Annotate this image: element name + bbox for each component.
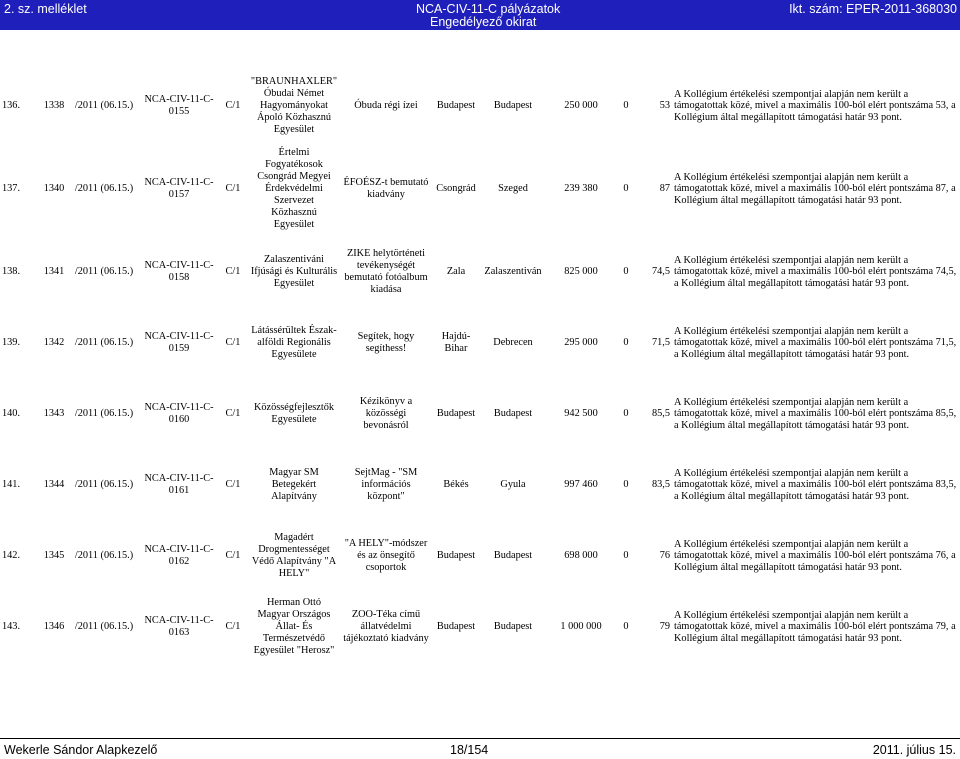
page-footer (0, 738, 960, 759)
organization-name: Látássérültek Észak-alföldi Regionális Egyesülete (251, 325, 337, 360)
project-title: Segítek, hogy segíthess! (357, 331, 415, 354)
project-title: "A HELY"-módszer és az önsegítő csoportok (344, 538, 428, 573)
requested-amount: 295 000 (564, 337, 598, 348)
registration-number: 1338 (43, 100, 65, 111)
registration-number: 1342 (43, 337, 65, 348)
granted-amount: 0 (623, 183, 629, 194)
row-spacer (0, 136, 960, 147)
category: C/1 (225, 100, 241, 111)
application-code: NCA-CIV-11-C-0159 (144, 331, 214, 354)
project-title: ZOO-Téka című állatvédelmi tájékoztató kiadvány (343, 609, 429, 644)
decision-remark: A Kollégium értékelési szempontjai alapján nem került a támogatottak közé, mivel a maximális 100-ból elért pontszáma 53, a Kollégium által megállapított támogatási határ 93 pont. (674, 88, 956, 123)
granted-amount: 0 (623, 479, 629, 490)
requested-amount: 698 000 (564, 550, 598, 561)
row-spacer (0, 586, 960, 597)
organization-name: Közösségfejlesztők Egyesülete (253, 402, 335, 425)
county: Budapest (436, 408, 476, 419)
registration-date: /2011 (06.15.) (74, 266, 134, 277)
application-code: NCA-CIV-11-C-0158 (144, 260, 214, 283)
decision-remark: A Kollégium értékelési szempontjai alapján nem került a támogatottak közé, mivel a maximális 100-ból elért pontszáma 83,5, a Kollégium által megállapított támogatási határ 93 pont. (674, 467, 957, 502)
category: C/1 (225, 621, 241, 632)
project-title: ÉFOÉSZ-t bemutató kiadvány (343, 177, 429, 200)
requested-amount: 1 000 000 (560, 621, 602, 632)
project-title: Óbuda régi ízei (354, 100, 418, 111)
row-spacer (0, 302, 960, 313)
row-index: 142. (2, 550, 21, 561)
organization-name: Herman Ottó Magyar Országos Állat- És Természetvédő Egyesület "Herosz" (253, 597, 335, 656)
table-row (0, 76, 960, 136)
category: C/1 (225, 266, 241, 277)
decision-remark: A Kollégium értékelési szempontjai alapján nem került a támogatottak közé, mivel a maximális 100-ból elért pontszáma 87, a Kollégium által megállapított támogatási határ 93 pont. (674, 171, 956, 206)
annex-label: 2. sz. melléklet (4, 2, 87, 16)
category: C/1 (225, 550, 241, 561)
registration-date: /2011 (06.15.) (74, 550, 134, 561)
row-spacer (0, 444, 960, 455)
table-row (0, 147, 960, 231)
registration-number: 1345 (43, 550, 65, 561)
footer-date: 2011. július 15. (872, 743, 956, 757)
granted-amount: 0 (623, 621, 629, 632)
county: Békés (443, 479, 469, 490)
registration-number: 1340 (43, 183, 65, 194)
table-row (0, 384, 960, 444)
city: Zalaszentiván (484, 266, 542, 277)
application-code: NCA-CIV-11-C-0161 (144, 473, 214, 496)
page-number: 18/154 (450, 743, 489, 757)
county: Csongrád (436, 183, 476, 194)
granted-amount: 0 (623, 337, 629, 348)
registration-date: /2011 (06.15.) (74, 337, 134, 348)
row-index: 140. (2, 408, 21, 419)
score: 53 (659, 100, 670, 111)
row-spacer (0, 515, 960, 526)
granted-amount: 0 (623, 100, 629, 111)
table-row (0, 455, 960, 515)
page-header (0, 0, 960, 30)
application-code: NCA-CIV-11-C-0160 (144, 402, 214, 425)
city: Gyula (500, 479, 526, 490)
score: 85,5 (651, 408, 670, 419)
registration-date: /2011 (06.15.) (74, 183, 134, 194)
registration-date: /2011 (06.15.) (74, 479, 134, 490)
county: Budapest (436, 550, 476, 561)
category: C/1 (225, 408, 241, 419)
row-index: 138. (2, 266, 21, 277)
decision-remark: A Kollégium értékelési szempontjai alapján nem került a támogatottak közé, mivel a maximális 100-ból elért pontszáma 76, a Kollégium által megállapított támogatási határ 93 pont. (674, 538, 956, 573)
file-number: Ikt. szám: EPER-2011-368030 (789, 2, 957, 16)
decision-remark: A Kollégium értékelési szempontjai alapján nem került a támogatottak közé, mivel a maximális 100-ból elért pontszáma 74,5, a Kollégium által megállapított támogatási határ 93 pont. (674, 254, 957, 289)
requested-amount: 942 500 (564, 408, 598, 419)
organization-name: Értelmi Fogyatékosok Csongrád Megyei Érdekvédelmi Szervezet Közhasznú Egyesület (257, 147, 331, 230)
decision-remark: A Kollégium értékelési szempontjai alapján nem került a támogatottak közé, mivel a maximális 100-ból elért pontszáma 79, a Kollégium által megállapított támogatási határ 93 pont. (674, 609, 956, 644)
project-title: SejtMag - "SM információs központ" (354, 467, 418, 502)
organization-name: Magadért Drogmentességet Védő Alapítvány "A HELY" (251, 532, 337, 579)
application-code: NCA-CIV-11-C-0157 (144, 177, 214, 200)
score: 74,5 (651, 266, 670, 277)
city: Budapest (493, 408, 533, 419)
row-spacer (0, 373, 960, 384)
row-index: 136. (2, 100, 21, 111)
registration-number: 1346 (43, 621, 65, 632)
application-code: NCA-CIV-11-C-0155 (144, 94, 214, 117)
score: 76 (659, 550, 670, 561)
row-index: 137. (2, 183, 21, 194)
table-row (0, 242, 960, 302)
footer-organization: Wekerle Sándor Alapkezelő (4, 743, 158, 757)
registration-number: 1343 (43, 408, 65, 419)
row-index: 141. (2, 479, 21, 490)
registration-number: 1341 (43, 266, 65, 277)
decision-remark: A Kollégium értékelési szempontjai alapján nem került a támogatottak közé, mivel a maximális 100-ból elért pontszáma 71,5, a Kollégium által megállapított támogatási határ 93 pont. (674, 325, 957, 360)
category: C/1 (225, 337, 241, 348)
score: 79 (659, 621, 670, 632)
city: Budapest (493, 621, 533, 632)
registration-date: /2011 (06.15.) (74, 408, 134, 419)
granted-amount: 0 (623, 408, 629, 419)
row-index: 143. (2, 621, 21, 632)
table-row (0, 313, 960, 373)
application-code: NCA-CIV-11-C-0162 (144, 544, 214, 567)
granted-amount: 0 (623, 266, 629, 277)
row-spacer (0, 231, 960, 242)
requested-amount: 825 000 (564, 266, 598, 277)
county: Budapest (436, 100, 476, 111)
decision-remark: A Kollégium értékelési szempontjai alapján nem került a támogatottak közé, mivel a maximális 100-ból elért pontszáma 85,5, a Kollégium által megállapított támogatási határ 93 pont. (674, 396, 957, 431)
requested-amount: 250 000 (564, 100, 598, 111)
row-index: 139. (2, 337, 21, 348)
granted-amount: 0 (623, 550, 629, 561)
city: Budapest (493, 550, 533, 561)
header-title: NCA-CIV-11-C pályázatok (416, 2, 561, 16)
project-title: Kézikönyv a közösségi bevonásról (359, 396, 413, 431)
requested-amount: 997 460 (564, 479, 598, 490)
application-code: NCA-CIV-11-C-0163 (144, 615, 214, 638)
organization-name: Magyar SM Betegekért Alapítvány (269, 467, 319, 502)
applications-table (0, 76, 960, 657)
county: Hajdú-Bihar (441, 331, 471, 354)
organization-name: Zalaszentiváni Ifjúsági és Kulturális Egyesület (250, 254, 338, 289)
city: Szeged (498, 183, 528, 194)
registration-date: /2011 (06.15.) (74, 100, 134, 111)
requested-amount: 239 380 (564, 183, 598, 194)
county: Budapest (436, 621, 476, 632)
category: C/1 (225, 183, 241, 194)
registration-date: /2011 (06.15.) (74, 621, 134, 632)
project-title: ZIKE helytörténeti tevékenységét bemutató fotóalbum kiadása (344, 248, 428, 295)
category: C/1 (225, 479, 241, 490)
organization-name: "BRAUNHAXLER" Óbudai Német Hagyományokat Ápoló Közhasznú Egyesület (250, 76, 338, 135)
header-subtitle: Engedélyező okirat (430, 15, 537, 29)
registration-number: 1344 (43, 479, 65, 490)
county: Zala (446, 266, 466, 277)
table-row (0, 597, 960, 657)
city: Budapest (493, 100, 533, 111)
city: Debrecen (493, 337, 533, 348)
score: 71,5 (651, 337, 670, 348)
score: 87 (659, 183, 670, 194)
table-row (0, 526, 960, 586)
score: 83,5 (651, 479, 670, 490)
